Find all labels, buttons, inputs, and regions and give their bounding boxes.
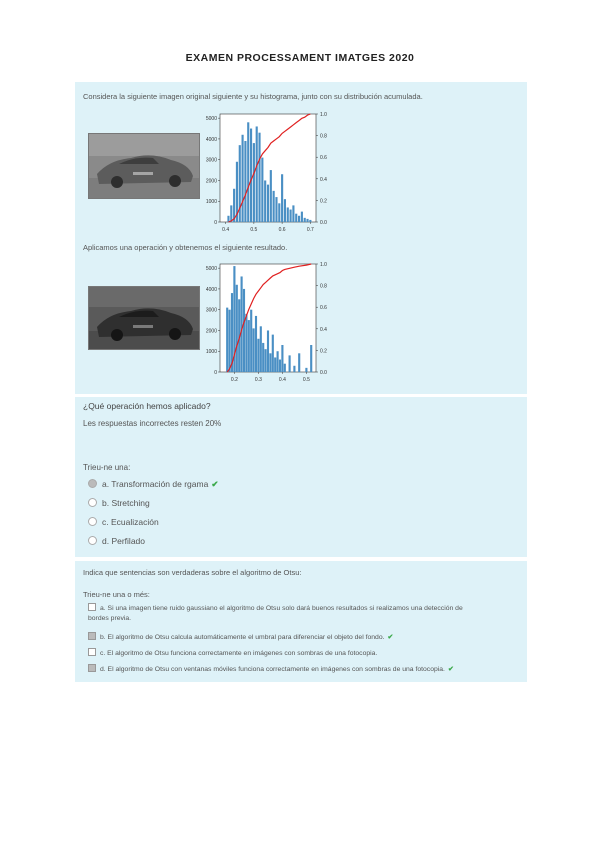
statement-a-label: a. Si una imagen tiene ruido gaussiano el algoritmo de Otsu solo dará buenos resultados si realizamos una detección de bbox=[100, 605, 463, 612]
histogram-bar bbox=[250, 129, 252, 222]
checkbox[interactable] bbox=[88, 648, 96, 656]
y2-tick-label: 1.0 bbox=[320, 262, 327, 268]
y2-tick-label: 0.2 bbox=[320, 348, 327, 355]
y2-tick-label: 1.0 bbox=[320, 112, 327, 118]
histogram-bar bbox=[262, 343, 264, 372]
histogram-bar bbox=[287, 207, 289, 222]
histogram-bar bbox=[305, 368, 307, 372]
statement-d[interactable] bbox=[88, 664, 454, 675]
option-d[interactable] bbox=[88, 536, 145, 546]
result-car-image bbox=[88, 286, 200, 350]
statement-c[interactable] bbox=[88, 648, 377, 659]
y-tick-label: 3000 bbox=[205, 157, 217, 164]
y-tick-label: 1000 bbox=[205, 349, 217, 356]
option-b-label: b. Stretching bbox=[102, 498, 150, 508]
y-tick-label: 4000 bbox=[205, 136, 217, 143]
question-1-intro: Considera la siguiente imagen original siguiente y su histograma, junto con su distribución acumulada. bbox=[83, 92, 423, 101]
choose-one-label: Trieu-ne una: bbox=[83, 463, 131, 472]
y-tick-label: 5000 bbox=[205, 116, 217, 123]
histogram-bar bbox=[247, 122, 249, 222]
histogram-result bbox=[198, 258, 344, 388]
histogram-bar bbox=[253, 143, 255, 222]
y2-tick-label: 0.6 bbox=[320, 155, 327, 162]
x-tick-label: 0.5 bbox=[250, 227, 258, 233]
histogram-bar bbox=[267, 330, 269, 372]
histogram-bar bbox=[281, 345, 283, 372]
statement-c-label: c. El algoritmo de Otsu funciona correctamente en imágenes con sombras de una fotocopia. bbox=[100, 650, 378, 657]
y-tick-label: 3000 bbox=[205, 307, 217, 314]
histogram-bar bbox=[253, 328, 255, 372]
x-tick-label: 0.6 bbox=[278, 227, 286, 233]
histogram-bar bbox=[292, 205, 294, 222]
histogram-bar bbox=[284, 199, 286, 222]
histogram-bar bbox=[230, 205, 232, 222]
histogram-bar bbox=[310, 345, 312, 372]
y-tick-label: 0 bbox=[214, 370, 217, 376]
result-intro: Aplicamos una operación y obtenemos el siguiente resultado. bbox=[83, 243, 288, 252]
histogram-bar bbox=[255, 316, 257, 372]
y-tick-label: 2000 bbox=[205, 328, 217, 335]
histogram-bar bbox=[245, 314, 247, 372]
histogram-bar bbox=[267, 185, 269, 222]
page-title: EXAMEN PROCESSAMENT IMATGES 2020 bbox=[185, 52, 415, 64]
histogram-bar bbox=[293, 366, 295, 372]
histogram-bar bbox=[250, 310, 252, 372]
y-tick-label: 5000 bbox=[205, 266, 217, 273]
histogram-bar bbox=[281, 174, 283, 222]
histogram-bar bbox=[258, 133, 260, 222]
y2-tick-label: 0.4 bbox=[320, 326, 327, 333]
option-c-label: c. Ecualización bbox=[102, 517, 159, 527]
histogram-bar bbox=[309, 220, 311, 222]
question-2-intro: Indica que sentencias son verdaderas sobre el algoritmo de Otsu: bbox=[83, 568, 302, 577]
histogram-bar bbox=[279, 360, 281, 372]
histogram-bar bbox=[229, 310, 231, 372]
histogram-bar bbox=[272, 335, 274, 372]
y2-tick-label: 0.2 bbox=[320, 198, 327, 205]
y-tick-label: 0 bbox=[214, 220, 217, 226]
x-tick-label: 0.2 bbox=[230, 377, 238, 383]
histogram-bar bbox=[275, 197, 277, 222]
histogram-bar bbox=[269, 353, 271, 372]
histogram-bar bbox=[304, 218, 306, 222]
option-c[interactable] bbox=[88, 517, 159, 527]
histogram-bar bbox=[278, 203, 280, 222]
check-icon: ✔ bbox=[211, 479, 219, 489]
histogram-bar bbox=[264, 180, 266, 222]
histogram-bar bbox=[261, 158, 263, 222]
statement-a[interactable] bbox=[88, 603, 463, 624]
y2-tick-label: 0.6 bbox=[320, 305, 327, 312]
checkbox[interactable] bbox=[88, 603, 96, 611]
x-tick-label: 0.3 bbox=[254, 377, 262, 383]
y-tick-label: 2000 bbox=[205, 178, 217, 185]
histogram-bar bbox=[298, 353, 300, 372]
histogram-bar bbox=[241, 276, 243, 372]
checkbox[interactable] bbox=[88, 632, 96, 640]
histogram-bar bbox=[242, 135, 244, 222]
y2-tick-label: 0.4 bbox=[320, 176, 327, 183]
histogram-bar bbox=[236, 285, 238, 372]
check-icon: ✔ bbox=[447, 666, 454, 673]
histogram-bar bbox=[306, 219, 308, 222]
histogram-bar bbox=[301, 212, 303, 222]
y-tick-label: 4000 bbox=[205, 286, 217, 293]
histogram-bar bbox=[265, 349, 267, 372]
penalty-note: Les respuestas incorrectes resten 20% bbox=[83, 419, 222, 428]
histogram-bar bbox=[243, 289, 245, 372]
radio-button[interactable] bbox=[88, 498, 97, 507]
histogram-bar bbox=[274, 357, 276, 372]
y2-tick-label: 0.0 bbox=[320, 220, 327, 226]
histogram-bar bbox=[290, 210, 292, 222]
x-tick-label: 0.7 bbox=[306, 227, 314, 233]
histogram-bar bbox=[289, 355, 291, 372]
y2-tick-label: 0.8 bbox=[320, 283, 327, 290]
statement-b-label: b. El algoritmo de Otsu calcula automáticamente el umbral para diferenciar el objeto del fondo. bbox=[100, 634, 385, 641]
radio-button[interactable] bbox=[88, 517, 97, 526]
y-tick-label: 1000 bbox=[205, 199, 217, 206]
x-tick-label: 0.5 bbox=[302, 377, 310, 383]
histogram-bar bbox=[227, 216, 229, 222]
histogram-bar bbox=[256, 126, 258, 222]
histogram-bar bbox=[298, 216, 300, 222]
histogram-bar bbox=[260, 326, 262, 372]
histogram-bar bbox=[244, 141, 246, 222]
statement-a-label-cont: bordes previa. bbox=[88, 615, 132, 622]
option-d-label: d. Perfilado bbox=[102, 536, 145, 546]
statement-b[interactable] bbox=[88, 632, 393, 643]
question-1-text: ¿Qué operación hemos aplicado? bbox=[83, 401, 211, 411]
option-b[interactable] bbox=[88, 498, 150, 508]
y2-tick-label: 0.8 bbox=[320, 133, 327, 140]
statement-d-label: d. El algoritmo de Otsu con ventanas móviles funciona correctamente en imágenes con sombras de una fotocopia. bbox=[100, 666, 445, 673]
radio-button[interactable] bbox=[88, 536, 97, 545]
histogram-bar bbox=[273, 191, 275, 222]
histogram-bar bbox=[295, 214, 297, 222]
histogram-bar bbox=[226, 308, 228, 372]
histogram-bar bbox=[257, 339, 259, 372]
histogram-bar bbox=[284, 364, 286, 372]
checkbox[interactable] bbox=[88, 664, 96, 672]
option-a-label: a. Transformación de rgama bbox=[102, 479, 209, 489]
histogram-bar bbox=[277, 351, 279, 372]
histogram-bar bbox=[248, 320, 250, 372]
x-tick-label: 0.4 bbox=[222, 227, 230, 233]
radio-button[interactable] bbox=[88, 479, 97, 488]
option-a[interactable] bbox=[88, 479, 218, 490]
choose-multiple-label: Trieu-ne una o més: bbox=[83, 590, 150, 599]
original-car-image bbox=[88, 133, 200, 199]
check-icon: ✔ bbox=[387, 634, 394, 641]
histogram-bar bbox=[270, 170, 272, 222]
y2-tick-label: 0.0 bbox=[320, 370, 327, 376]
histogram-original bbox=[198, 108, 344, 238]
x-tick-label: 0.4 bbox=[278, 377, 286, 383]
